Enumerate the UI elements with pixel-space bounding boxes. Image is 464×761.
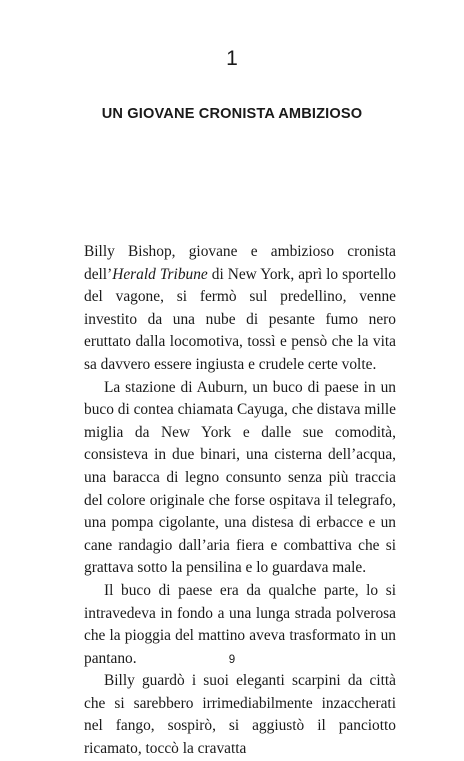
paragraph-3-segment-1: Il buco di paese era da qualche parte, lo si intravedeva in fondo a una lunga strada polverosa che la pioggia del mattino aveva trasformato in un pantano. xyxy=(84,581,396,667)
paragraph-2 xyxy=(84,377,396,580)
paragraph-4 xyxy=(84,670,396,760)
page-number: 9 xyxy=(228,654,236,666)
chapter-number: 1 xyxy=(226,47,238,70)
chapter-body xyxy=(84,241,396,761)
chapter-title: UN GIOVANE CRONISTA AMBIZIOSO xyxy=(101,106,363,122)
paragraph-4-segment-1: Billy guardò i suoi eleganti scarpini da città che si sarebbero irrimediabilmente inzaccherati nel fango, sospirò, si aggiustò il panciotto ricamato, toccò la cravatta xyxy=(84,672,396,758)
paragraph-1-segment-1: Billy Bishop, giovane e ambizioso cronista dell’ xyxy=(84,243,396,283)
paragraph-1 xyxy=(84,241,396,377)
paragraph-2-segment-1: La stazione di Auburn, un buco di paese in un buco di contea chiamata Cayuga, che distava mille miglia da New York e dalle sue comodità, consisteva in due binari, una cisterna dell’acqua, una baracca di legno consunto senza più traccia del colore originale che forse ospitava il telegrafo, una pompa cigolante, una distesa di erbacce e un cane randagio dall’aria fiera e combattiva che si grattava sotto la pensilina e lo guardava male. xyxy=(84,378,396,577)
newspaper-title: Herald Tribune xyxy=(112,265,208,283)
paragraph-1-segment-3: di New York, aprì lo sportello del vagone, si fermò sul predellino, venne investito da una nube di pesante fumo nero eruttato dalla locomotiva, tossì e pensò che la vita sa davvero essere ingiusta e crudele certe volte. xyxy=(84,265,396,373)
